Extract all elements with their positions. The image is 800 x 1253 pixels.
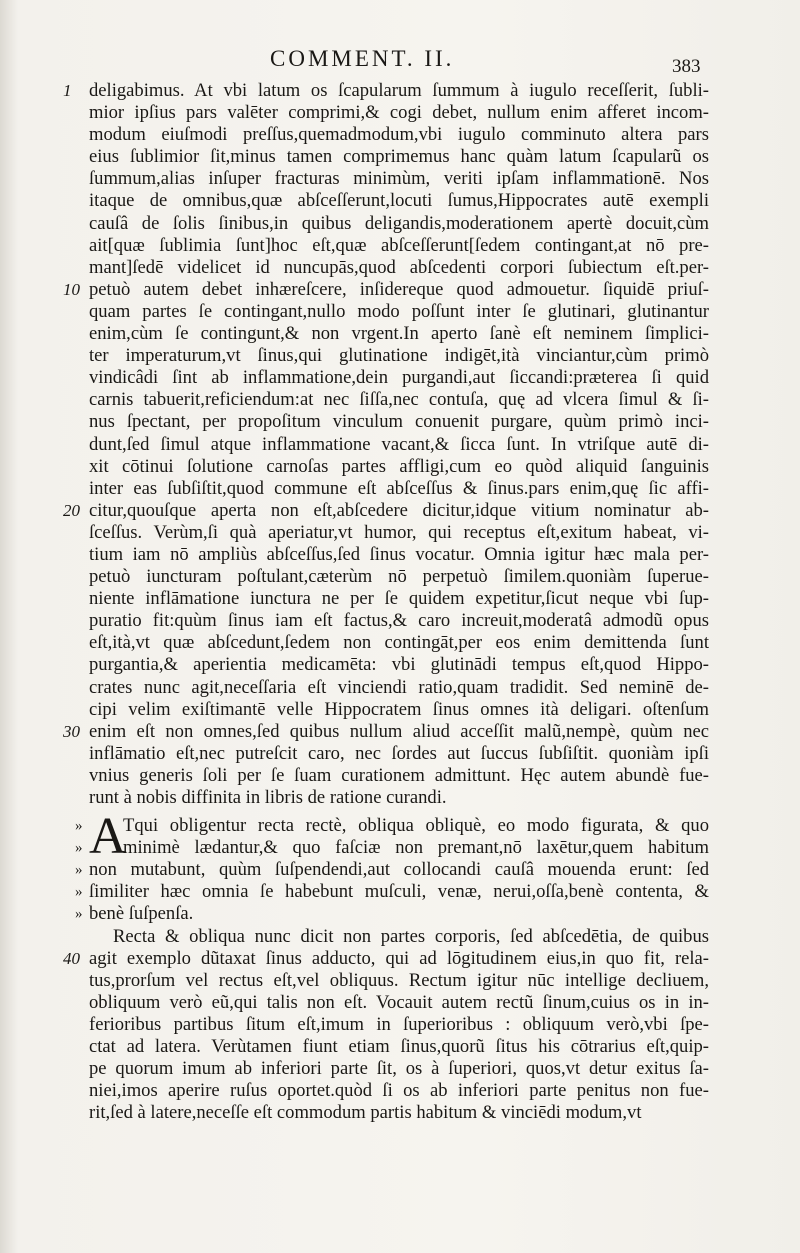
page-header: [0, 44, 800, 84]
line-text: enim eſt non omnes,ſed quibus nullum aliud acceſſit malũ,nempè, quùm nec: [89, 720, 709, 742]
line-text: rit,ſed à latere,neceſſe eſt commodum partis habitum & vinciēdi modum,vt: [89, 1102, 642, 1124]
text-line: [89, 124, 709, 146]
line-text: cauſâ de ſolis ſinibus,in quibus deligandis,moderationem apertè docuit,cùm: [89, 212, 709, 234]
line-text: inflāmatio eſt,nec putreſcit caro, nec ſordes aut ſuccus ſubſiſtit. quoniàm ipſi: [89, 742, 709, 764]
text-line: [89, 677, 709, 699]
quotation-mark: »: [75, 840, 83, 857]
text-line: [89, 1058, 709, 1080]
text-line: [89, 743, 709, 765]
text-line: [89, 1036, 709, 1058]
text-line: [89, 1014, 709, 1036]
text-line: [89, 257, 709, 279]
text-line: [89, 367, 709, 389]
text-line: [89, 102, 709, 124]
text-line: [89, 654, 709, 676]
text-line: [89, 456, 709, 478]
text-line: [63, 278, 709, 301]
line-text: cipi velim exiſtimantē velle Hippocratem ſinus omnes ità deligari. oſtenſum: [89, 698, 709, 720]
line-text: tium iam nō ampliùs abſceſſus,ſed ſinus vocatur. Omnia igitur hæc mala per-: [89, 543, 709, 565]
line-number: 1: [63, 81, 72, 100]
text-line: [89, 522, 709, 544]
line-text: ctat ad latera. Verùtamen fiunt etiam ſinus,quorũ ſitus his cōtrarius eſt,quip-: [89, 1036, 709, 1058]
line-text: quam partes ſe contingant,nullo modo poſſunt inter ſe glutinari, glutinantur: [89, 300, 709, 322]
line-text: enim,cùm ſe contingunt,& non vrgent.In aperto ſanè eſt neminem ſimplici-: [89, 323, 709, 345]
line-text: xit cōtinui ſolutione carnoſas partes affligi,cum eo quòd aliquid ſanguinis: [89, 455, 709, 477]
line-text: ait[quæ ſublimia ſunt]hoc eſt,quæ abſceſſerunt[ſedem contingant,at nō pre-: [89, 234, 709, 256]
line-text: obliquum verò eũ,qui talis non eſt. Vocauit autem rectũ ſinum,cuius os in in-: [89, 991, 709, 1013]
quote-line: [75, 837, 709, 859]
line-text: ter imperaturum,vt ſinus,qui glutinatione indigēt,ità vinciantur,cùm primò: [89, 345, 709, 367]
line-text: vnius generis ſoli per ſe ſuam curationem admittunt. Hęc autem abundè fue-: [89, 764, 709, 786]
hippocrates-quote: [75, 808, 709, 925]
text-line: [89, 478, 709, 500]
line-text: dunt,ſed ſimul atque inflammatione vacant,& ſicca ſunt. In vtriſque autē di-: [89, 433, 709, 455]
line-text: eſt,ità,vt quæ abſcedunt,ſedem non contingāt,per eos enim demittenda ſunt: [89, 632, 709, 654]
text-line: [89, 544, 709, 566]
text-line: [89, 1080, 709, 1102]
drop-cap: A: [89, 808, 127, 866]
line-text: ſummum,alias inſuper fracturas minimùm, veriti ipſam inflammationē. Nos: [89, 168, 709, 190]
line-text: purgantia,& aperientia medicamēta: vbi glutinādi tempus eſt,quod Hippo-: [89, 654, 709, 676]
line-text: non mutabunt, quùm ſuſpendendi,aut collocandi cauſâ mouenda erunt: ſed: [89, 859, 709, 881]
text-line: [89, 301, 709, 323]
text-line: [89, 411, 709, 433]
text-line: [63, 80, 709, 102]
text-line: [89, 323, 709, 345]
text-line: [63, 499, 709, 522]
text-line: [89, 699, 709, 721]
page-number: 383: [672, 56, 701, 77]
text-line: [89, 146, 709, 168]
line-text: niente inflāmatione iunctura ne per ſe quidem expetitur,ſicut neque vbi ſup-: [89, 588, 709, 610]
text-line: [63, 720, 709, 743]
line-text: petuò autem debet inhæreſcere, inſidereque quod admouetur. ſiquidē priuſ-: [89, 278, 709, 300]
line-text: niei,imos aperire ruſus oportet.quòd ſi os ab inferiori parte penitus non fue-: [89, 1080, 709, 1102]
line-text: eius ſublimior ſit,minus tamen comprimemus hanc quàm latum ſcapularũ os: [89, 146, 709, 168]
text-line: [89, 588, 709, 610]
line-text: mior ipſius pars valēter comprimi,& cogi debet, nullum enim afferet incom-: [89, 102, 709, 124]
line-text: nus ſpectant, per propoſitum vinculum conuenit purgare, quùm primò inci-: [89, 411, 709, 433]
text-line: [89, 389, 709, 411]
body-text: [63, 80, 709, 1124]
text-line: [89, 992, 709, 1014]
text-line: [89, 926, 709, 948]
line-text: ſimiliter hæc omnia ſe habebunt muſculi, venæ, nerui,oſſa,benè contenta, &: [89, 881, 709, 903]
line-number: 10: [63, 279, 80, 299]
quote-line: [75, 903, 709, 925]
line-text: ſceſſus. Verùm,ſi quà aperiatur,vt humor, qui receptus eſt,exitum habeat, vi-: [89, 521, 709, 543]
line-number: 40: [63, 948, 80, 968]
quotation-mark: »: [75, 862, 83, 879]
line-text: inter eas ſubſiſtit,quod commune eſt abſceſſus & ſinus.pars enim,quę ſic affi-: [89, 477, 709, 499]
text-line: [89, 765, 709, 787]
quotation-mark: »: [75, 884, 83, 901]
quote-line: [75, 881, 709, 903]
line-text: pe quorum imum ab inferiori parte ſit, os à ſuperiori, quos,vt detur exitus ſa-: [89, 1058, 709, 1080]
line-text: benè ſuſpenſa.: [89, 903, 194, 925]
text-line: [89, 213, 709, 235]
text-line: [63, 947, 709, 970]
commentary-block-2: [63, 925, 709, 1125]
line-number: 30: [63, 721, 80, 741]
text-line: [89, 970, 709, 992]
line-text: deligabimus. At vbi latum os ſcapularum ſummum à iugulo receſſerit, ſubli-: [89, 80, 709, 101]
running-head: COMMENT. II.: [270, 46, 455, 71]
text-line: [89, 632, 709, 654]
line-text: Recta & obliqua nunc dicit non partes corporis, ſed abſcedētia, de quibus: [113, 925, 709, 947]
line-text: vindicâdi ſint ab inflammatione,dein purgandi,aut ſiccandi:præterea ſi quid: [89, 367, 709, 389]
line-text: carnis tabuerit,reficiendum:at nec ſiſſa,nec contuſa, quę ad vlcera ſimul & ſi-: [89, 389, 709, 411]
text-line: [89, 345, 709, 367]
line-text: minimè lædantur,& quo faſciæ non premant,nō laxētur,quem habitum: [123, 837, 709, 859]
quotation-mark: »: [75, 818, 83, 835]
text-line: [89, 610, 709, 632]
quotation-mark: »: [75, 906, 83, 923]
line-text: tus,prorſum vel rectus eſt,vel obliquus. Rectum igitur nūc intellige decliuem,: [89, 969, 709, 991]
line-text: runt à nobis diffinita in libris de ratione curandi.: [89, 787, 447, 808]
line-text: modum eiuſmodi preſſus,quemadmodum,vbi iugulo comminuto altera pars: [89, 124, 709, 146]
line-text: agit exemplo dũtaxat ſinus adducto, qui ad lōgitudinem eius,in quo fit, rela-: [89, 947, 709, 969]
line-text: citur,quouſque aperta non eſt,abſcedere dicitur,idque vitium nominatur ab-: [89, 499, 709, 521]
text-line: [89, 235, 709, 257]
text-line: [89, 787, 709, 809]
text-line: [89, 434, 709, 456]
text-line: [89, 566, 709, 588]
commentary-block-1: [63, 80, 709, 809]
text-line: [89, 190, 709, 212]
line-text: crates nunc agit,neceſſaria eſt vinciendi ratio,quam tradidit. Sed neminē de-: [89, 676, 709, 698]
line-text: petuò iuncturam poſtulant,cæterùm nō perpetuò ſimilem.quoniàm ſuperue-: [89, 566, 709, 588]
quote-line: [75, 859, 709, 881]
line-text: ferioribus partibus ſitum eſt,imum in ſuperioribus : obliquum verò,vbi ſpe-: [89, 1013, 709, 1035]
line-text: Tqui obligentur recta rectè, obliqua obliquè, eo modo figurata, & quo: [123, 815, 709, 837]
line-number: 20: [63, 500, 80, 520]
line-text: itaque de omnibus,quæ abſceſſerunt,locuti ſumus,Hippocrates autē exempli: [89, 190, 709, 212]
text-line: [89, 1102, 709, 1124]
line-text: mant]ſedē videlicet id nuncupās,quod abſcedenti corpori ſubiectum eſt.per-: [89, 256, 709, 278]
line-text: puratio fit:quùm ſinus iam eſt factus,& caro increuit,moderatâ admodũ opus: [89, 610, 709, 632]
text-line: [89, 168, 709, 190]
